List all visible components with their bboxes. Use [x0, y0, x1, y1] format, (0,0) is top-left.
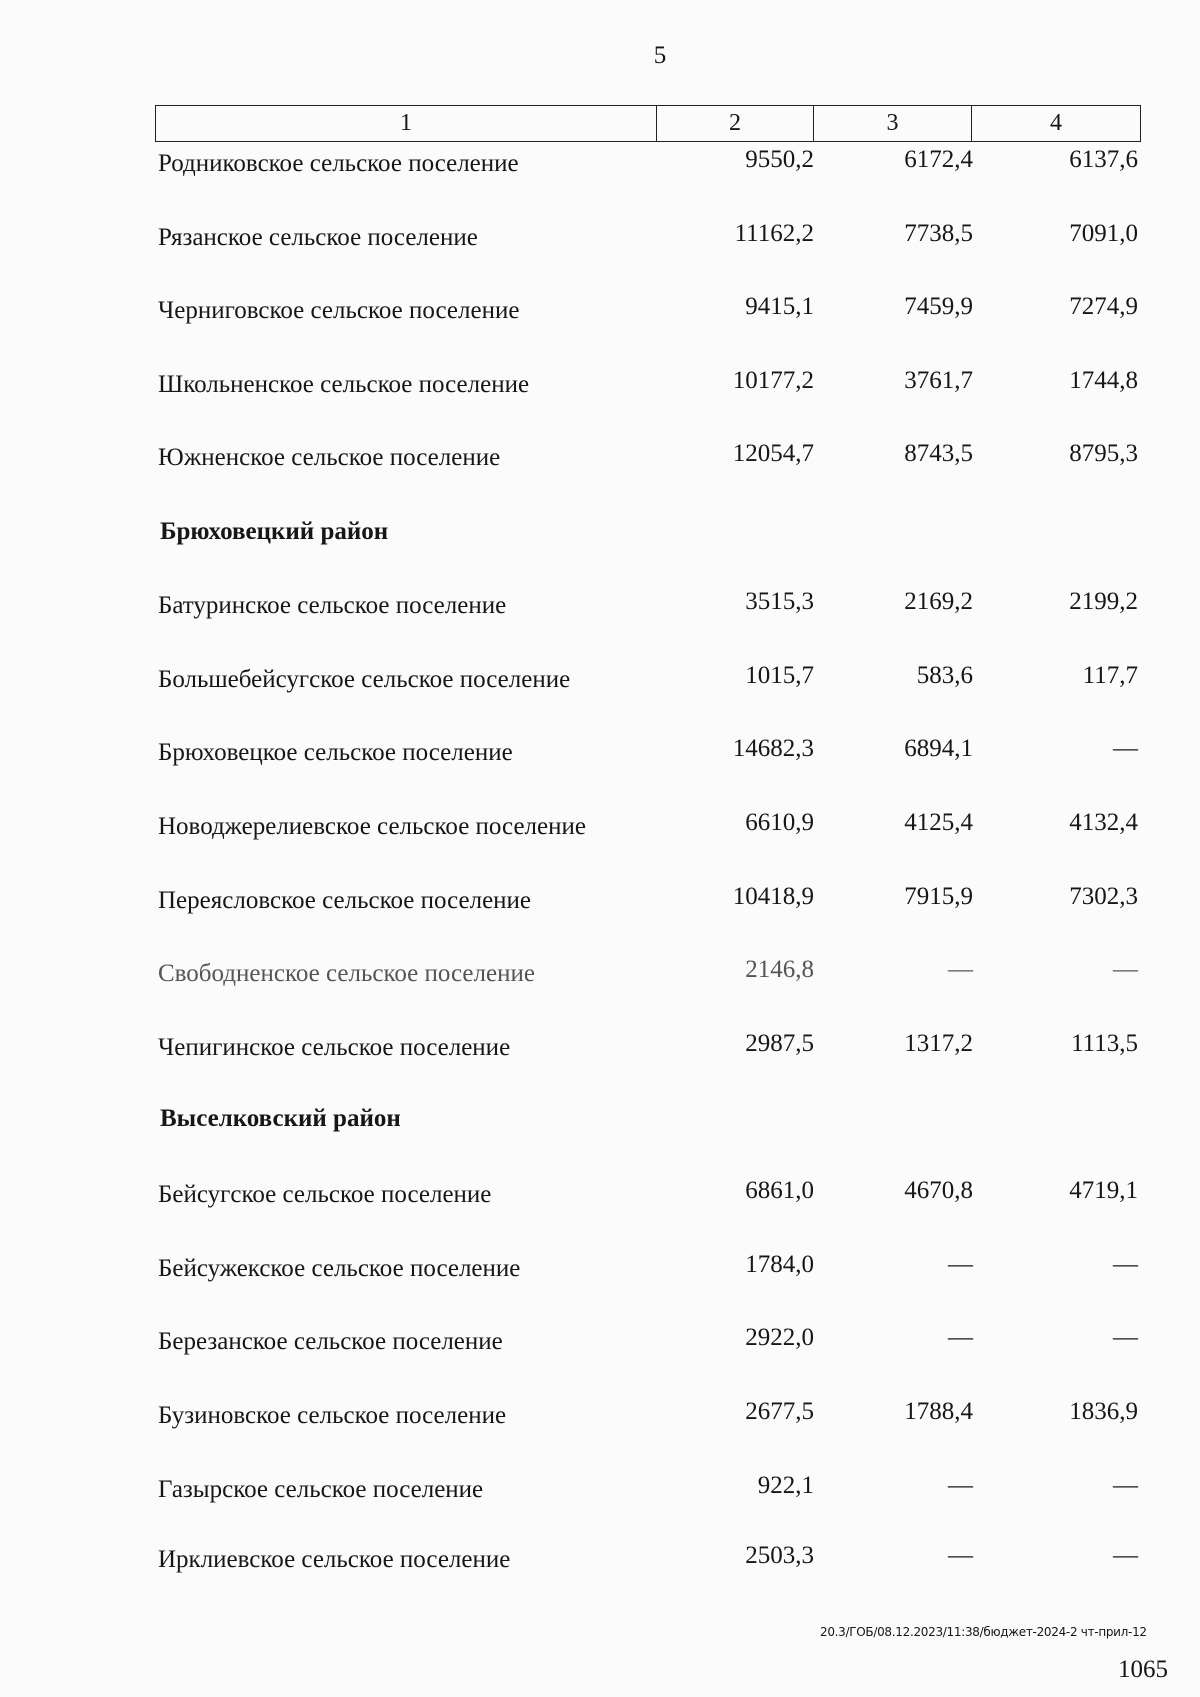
settlement-name: Рязанское сельское поселение	[158, 224, 478, 251]
value-col-4: 8795,3	[1069, 440, 1138, 467]
value-col-2: 9415,1	[745, 293, 814, 320]
value-col-4: 117,7	[1082, 662, 1138, 689]
page-number: 5	[653, 42, 667, 69]
table-row	[158, 1032, 1143, 1066]
table-row	[158, 1179, 1143, 1213]
value-col-2: 2987,5	[745, 1030, 814, 1057]
table-row	[158, 885, 1143, 919]
value-col-3: 8743,5	[904, 440, 973, 467]
value-col-3: 7459,9	[904, 293, 973, 320]
value-col-4: 4132,4	[1069, 809, 1138, 836]
table-row	[158, 737, 1143, 771]
settlement-name: Школьненское сельское поселение	[158, 371, 530, 398]
value-col-3: 3761,7	[904, 367, 973, 394]
district-heading: Выселковский район	[160, 1105, 401, 1132]
value-col-4: —	[1113, 1324, 1138, 1351]
table-row	[158, 222, 1143, 256]
settlement-name: Березанское сельское поселение	[158, 1328, 503, 1355]
settlement-name: Чепигинское сельское поселение	[158, 1034, 511, 1061]
settlement-name: Брюховецкое сельское поселение	[158, 739, 513, 766]
value-col-4: 7302,3	[1069, 883, 1138, 910]
settlement-name: Бейсужекское сельское поселение	[158, 1255, 521, 1282]
value-col-4: —	[1113, 1542, 1138, 1569]
value-col-4: 7091,0	[1069, 220, 1138, 247]
value-col-3: —	[948, 1324, 973, 1351]
value-col-4: —	[1113, 735, 1138, 762]
value-col-2: 10418,9	[732, 883, 814, 910]
settlement-name: Родниковское сельское поселение	[158, 150, 519, 177]
settlement-name: Батуринское сельское поселение	[158, 592, 507, 619]
table-row	[158, 664, 1143, 698]
value-col-4: —	[1113, 1251, 1138, 1278]
value-col-2: 12054,7	[732, 440, 814, 467]
settlement-name: Переясловское сельское поселение	[158, 887, 532, 914]
header-col-4: 4	[971, 106, 1140, 141]
value-col-4: 6137,6	[1069, 146, 1138, 173]
district-heading: Брюховецкий район	[160, 518, 389, 545]
value-col-4: —	[1113, 1472, 1138, 1499]
settlement-name: Южненское сельское поселение	[158, 444, 501, 471]
table-row	[158, 1474, 1143, 1508]
value-col-3: —	[948, 956, 973, 983]
value-col-3: —	[948, 1251, 973, 1278]
settlement-name: Новоджерелиевское сельское поселение	[158, 813, 586, 840]
table-row	[158, 590, 1143, 624]
value-col-2: 2146,8	[745, 956, 814, 983]
value-col-2: 2922,0	[745, 1324, 814, 1351]
value-col-2: 6861,0	[745, 1177, 814, 1204]
settlement-name: Большебейсугское сельское поселение	[158, 666, 571, 693]
table-header	[155, 105, 1141, 142]
table-row	[158, 295, 1143, 329]
value-col-2: 14682,3	[732, 735, 814, 762]
value-col-3: 6172,4	[904, 146, 973, 173]
table-row	[158, 369, 1143, 403]
value-col-2: 9550,2	[745, 146, 814, 173]
value-col-3: 1317,2	[904, 1030, 973, 1057]
value-col-4: 1744,8	[1069, 367, 1138, 394]
value-col-4: 2199,2	[1069, 588, 1138, 615]
value-col-2: 922,1	[757, 1472, 814, 1499]
value-col-2: 10177,2	[732, 367, 814, 394]
sheet-number: 1065	[1118, 1656, 1168, 1683]
value-col-2: 3515,3	[745, 588, 814, 615]
document-footer-code: 20.3/ГОБ/08.12.2023/11:38/бюджет-2024-2 чт-прил-12	[820, 1625, 1147, 1639]
value-col-3: 7738,5	[904, 220, 973, 247]
value-col-3: 4670,8	[904, 1177, 973, 1204]
value-col-2: 2677,5	[745, 1398, 814, 1425]
value-col-4: 1113,5	[1071, 1030, 1138, 1057]
settlement-name: Ирклиевское сельское поселение	[158, 1546, 511, 1573]
table-row	[158, 958, 1143, 992]
value-col-4: 7274,9	[1069, 293, 1138, 320]
settlement-name: Черниговское сельское поселение	[158, 297, 520, 324]
settlement-name: Газырское сельское поселение	[158, 1476, 484, 1503]
value-col-3: 1788,4	[904, 1398, 973, 1425]
value-col-4: 4719,1	[1069, 1177, 1138, 1204]
value-col-2: 2503,3	[745, 1542, 814, 1569]
value-col-3: 6894,1	[904, 735, 973, 762]
value-col-3: —	[948, 1542, 973, 1569]
table-row	[158, 442, 1143, 476]
value-col-2: 6610,9	[745, 809, 814, 836]
value-col-3: 7915,9	[904, 883, 973, 910]
value-col-4: 1836,9	[1069, 1398, 1138, 1425]
table-row	[158, 1544, 1143, 1578]
table-row	[158, 1400, 1143, 1434]
value-col-2: 1784,0	[745, 1251, 814, 1278]
value-col-2: 1015,7	[745, 662, 814, 689]
header-col-1: 1	[400, 110, 412, 136]
value-col-2: 11162,2	[734, 220, 814, 247]
header-col-2: 2	[656, 106, 813, 141]
table-row	[158, 811, 1143, 845]
settlement-name: Бейсугское сельское поселение	[158, 1181, 492, 1208]
value-col-3: 2169,2	[904, 588, 973, 615]
value-col-4: —	[1113, 956, 1138, 983]
settlement-name: Свободненское сельское поселение	[158, 960, 535, 987]
settlement-name: Бузиновское сельское поселение	[158, 1402, 507, 1429]
value-col-3: 4125,4	[904, 809, 973, 836]
table-row	[158, 1326, 1143, 1360]
header-col-3: 3	[813, 106, 971, 141]
value-col-3: —	[948, 1472, 973, 1499]
table-row	[158, 1253, 1143, 1287]
value-col-3: 583,6	[916, 662, 973, 689]
table-row	[158, 148, 1143, 182]
